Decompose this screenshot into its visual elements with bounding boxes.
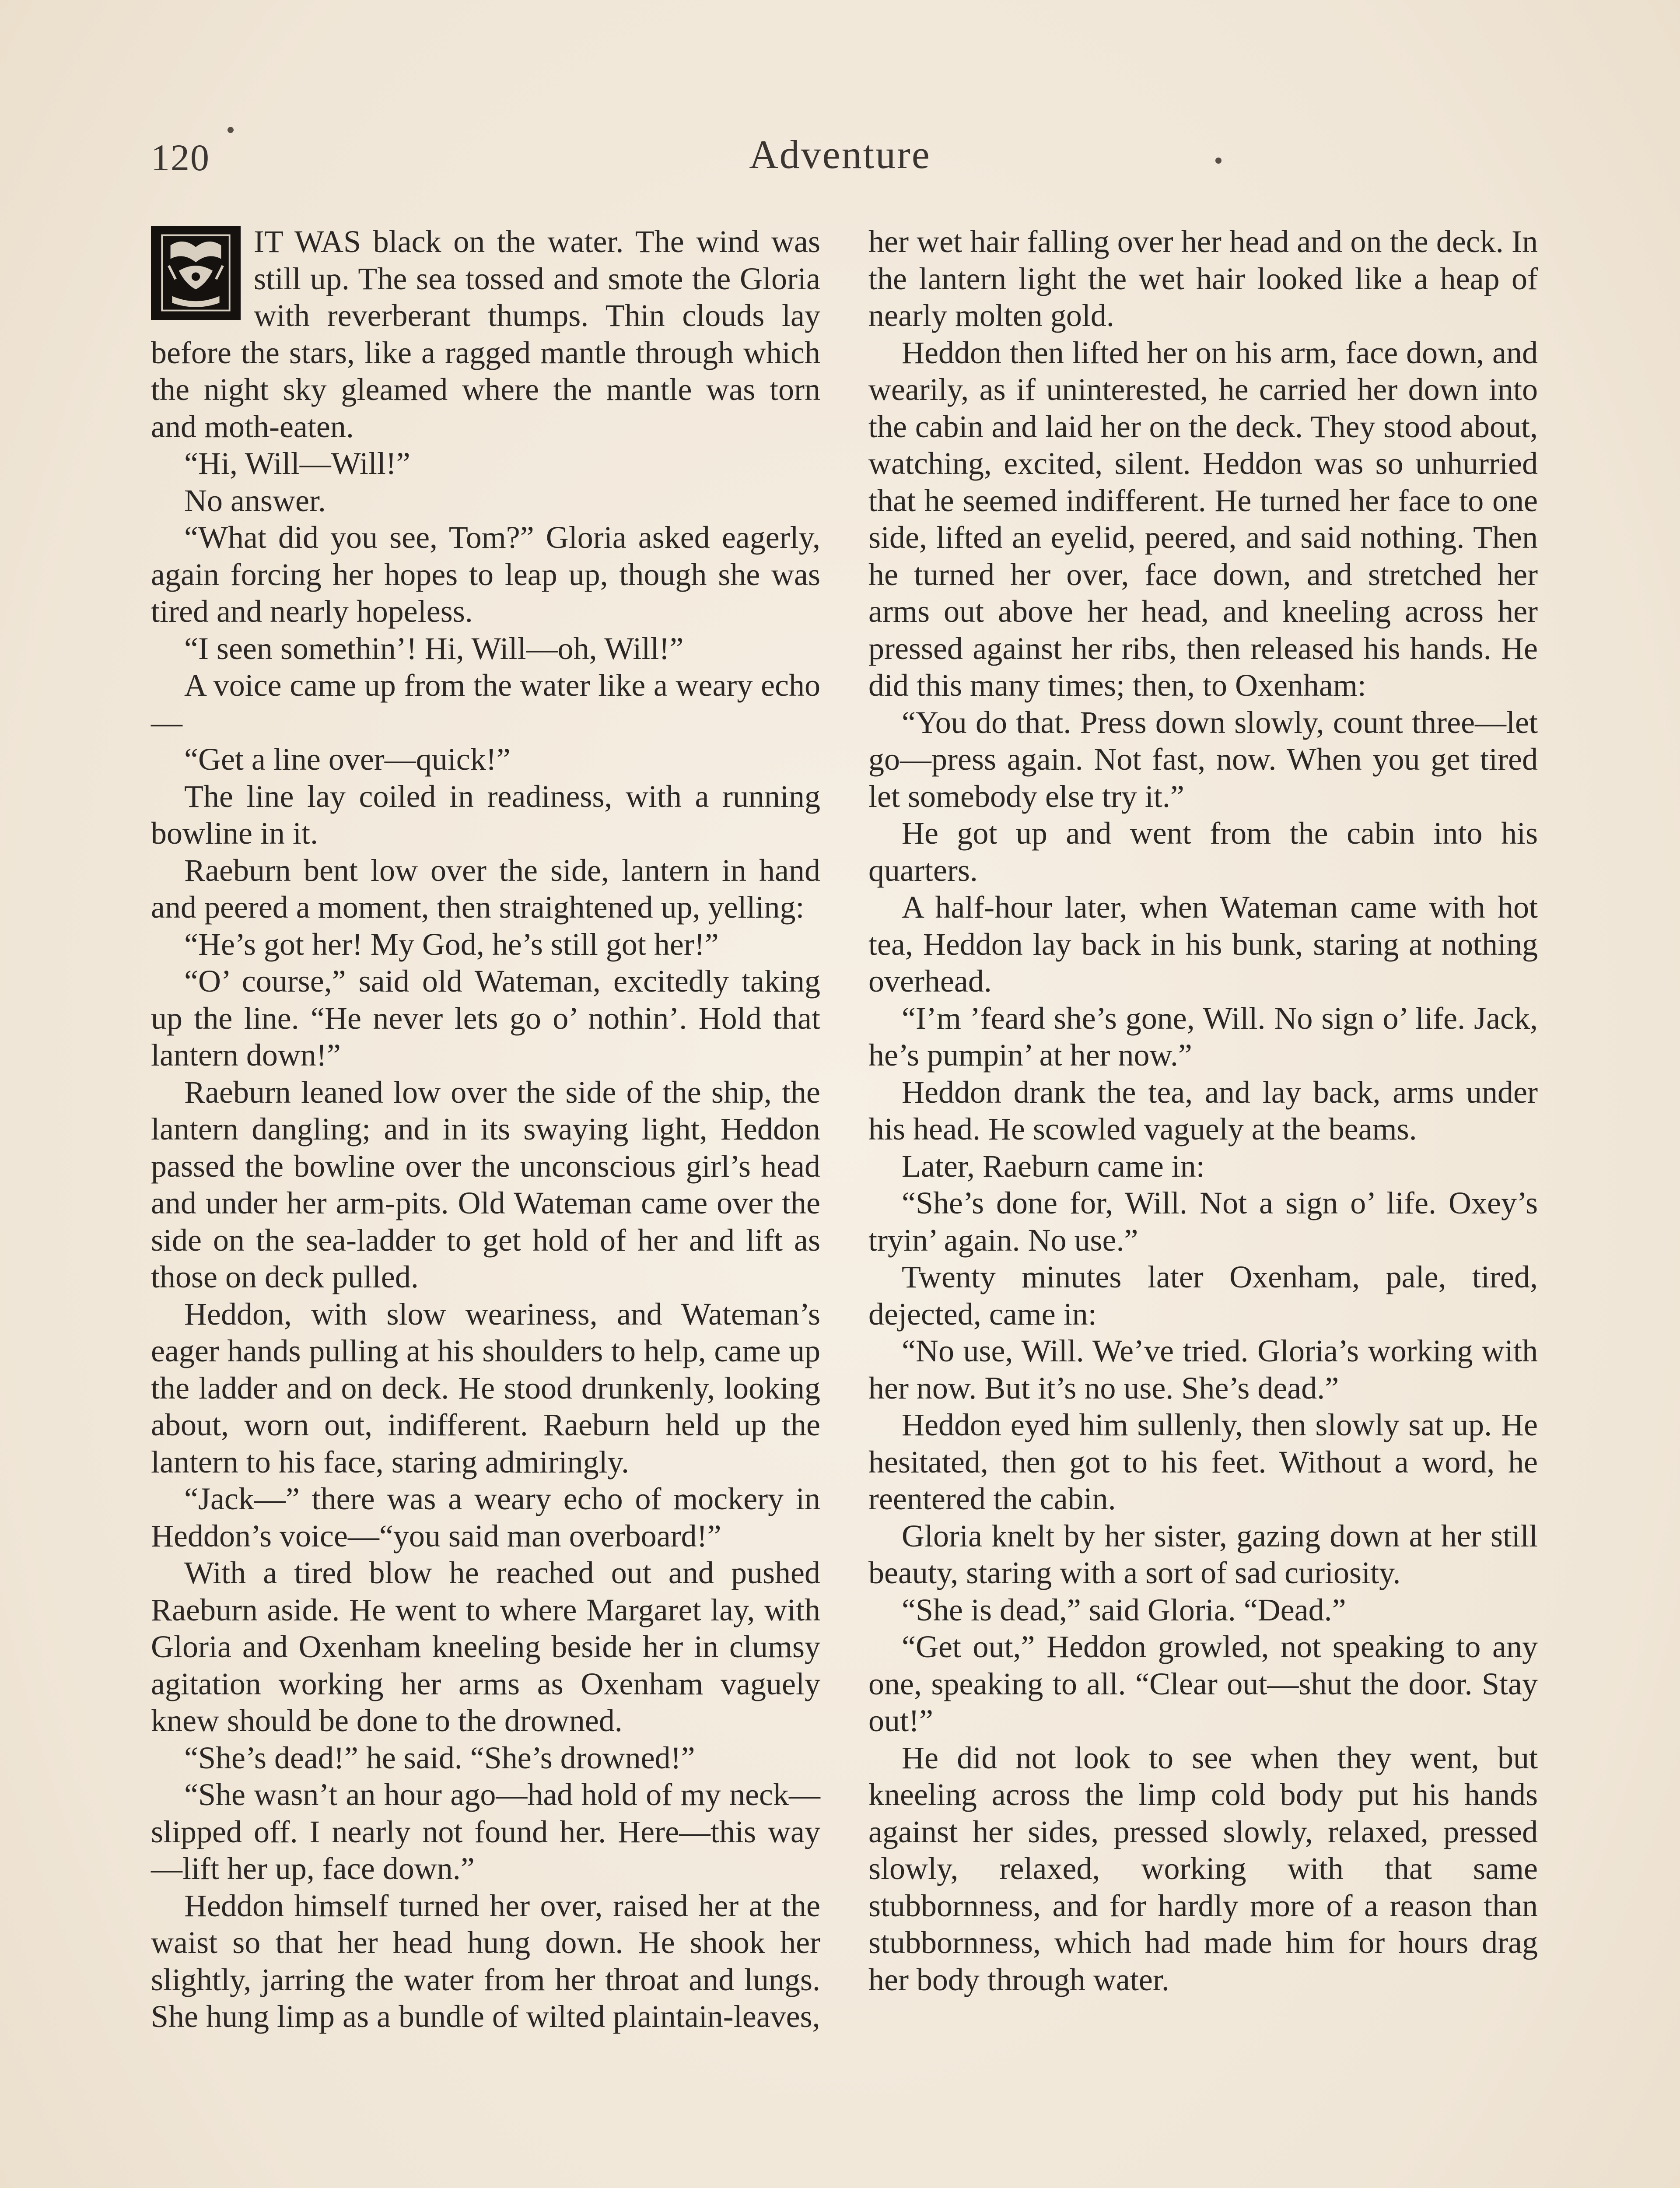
paragraph: “O’ course,” said old Wateman, excitedly taking up the line. “He never lets go o’ nothin’. Hold that lantern down!” — [151, 964, 820, 1073]
paragraph: “What did you see, Tom?” Gloria asked eagerly, again forcing her hopes to leap up, though she was tired and nearly hopeless. — [151, 520, 820, 629]
right-column — [868, 223, 1538, 2188]
paragraph: “I’m ’feard she’s gone, Will. No sign o’ life. Jack, he’s pumpin’ at her now.” — [868, 1000, 1538, 1073]
paragraph: Heddon then lifted her on his arm, face down, and wearily, as if uninterested, he carried her down into the cabin and laid her on the deck. They stood about, watching, excited, silent. Heddon was so unhurried that he seemed indifferent. He turned her face to one side, lifted an eyelid, peered, and said nothing. Then he turned her over, face down, and stretched her arms out above her head, and kneeling across her pressed against her ribs, then released his hands. He did this many times; then, to Oxenham: — [868, 335, 1538, 703]
paragraph: “She is dead,” said Gloria. “Dead.” — [902, 1592, 1346, 1627]
paragraph: A voice came up from the water like a weary echo— — [151, 668, 820, 740]
paragraph: IT WAS black on the water. The wind was still up. The sea tossed and smote the Gloria with reverberant thumps. Thin clouds lay before the stars, like a ragged mantle through which the night sky gleamed where the mantle was torn and moth-eaten. — [151, 224, 820, 444]
left-column — [151, 223, 820, 2188]
paragraph: “She’s done for, Will. Not a sign o’ life. Oxey’s tryin’ again. No use.” — [868, 1185, 1538, 1258]
paragraph: “She wasn’t an hour ago—had hold of my neck—slipped off. I nearly not found her. Here—this way—lift her up, face down.” — [151, 1777, 820, 1886]
paragraph: “Get a line over—quick!” — [184, 742, 511, 777]
paragraph: Heddon, with slow weariness, and Wateman’s eager hands pulling at his shoulders to help, came up the ladder and on deck. He stood drunkenly, looking about, worn out, indifferent. Raeburn held up the lantern to his face, staring admiringly. — [151, 1296, 820, 1480]
paragraph: With a tired blow he reached out and pushed Raeburn aside. He went to where Margaret lay, with Gloria and Oxenham kneeling beside her in clumsy agitation working her arms as Oxenham vaguely knew should be done to the drowned. — [151, 1555, 820, 1738]
paragraph: Raeburn bent low over the side, lantern in hand and peered a moment, then straightened up, yelling: — [151, 852, 820, 925]
paragraph: He got up and went from the cabin into his quarters. — [868, 816, 1538, 888]
paragraph: Heddon eyed him sullenly, then slowly sat up. He hesitated, then got to his feet. Without a word, he reentered the cabin. — [868, 1407, 1538, 1516]
paragraph: Later, Raeburn came in: — [902, 1148, 1205, 1184]
article-body — [151, 223, 1538, 2188]
paragraph: “I seen somethin’! Hi, Will—oh, Will!” — [184, 631, 684, 666]
paragraph: He did not look to see when they went, but kneeling across the limp cold body put his hands against her sides, pressed slowly, relaxed, pressed slowly, relaxed, working with that same stubbornness, and for hardly more of a reason than stubbornness, which had made him for hours drag her body through water. — [868, 1740, 1538, 1997]
running-title: Adventure — [749, 132, 931, 177]
paragraph: “Jack—” there was a weary echo of mockery in Heddon’s voice—“you said man overboard!” — [151, 1481, 820, 1553]
paragraph: “He’s got her! My God, he’s still got her!” — [184, 926, 719, 962]
paragraph: “She’s dead!” he said. “She’s drowned!” — [184, 1740, 695, 1775]
paragraph: No answer. — [184, 483, 326, 518]
paragraph: The line lay coiled in readiness, with a running bowline in it. — [151, 778, 820, 851]
paragraph: “No use, Will. We’ve tried. Gloria’s working with her now. But it’s no use. She’s dead.” — [868, 1333, 1538, 1406]
paragraph: Heddon drank the tea, and lay back, arms under his head. He scowled vaguely at the beams. — [868, 1074, 1538, 1147]
ink-speck — [1215, 158, 1222, 164]
paragraph: Gloria knelt by her sister, gazing down at her still beauty, staring with a sort of sad curiosity. — [868, 1518, 1538, 1590]
page-header — [151, 127, 1529, 197]
paragraph: Heddon himself turned her over, raised her at the waist so that her head hung down. He shook her slightly, jarring the water from her throat and lungs. She hung limp as a bundle of wilted plaintain-leaves, — [151, 1888, 820, 2034]
paragraph: “You do that. Press down slowly, count three—let go—press again. Not fast, now. When you get tired let somebody else try it.” — [868, 705, 1538, 814]
ornamental-drop-cap-icon — [151, 226, 241, 320]
ink-speck — [228, 127, 234, 133]
paragraph: “Hi, Will—Will!” — [184, 446, 410, 481]
paragraph: “Get out,” Heddon growled, not speaking to any one, speaking to all. “Clear out—shut the door. Stay out!” — [868, 1629, 1538, 1738]
paragraph: her wet hair falling over her head and on the deck. In the lantern light the wet hair looked like a heap of nearly molten gold. — [868, 224, 1538, 333]
paragraph: Raeburn leaned low over the side of the ship, the lantern dangling; and in its swaying light, Heddon passed the bowline over the unconscious girl’s head and under her arm-pits. Old Wateman came over the side on the sea-ladder to get hold of her and lift as those on deck pulled. — [151, 1074, 820, 1294]
paragraph: Twenty minutes later Oxenham, pale, tired, dejected, came in: — [868, 1259, 1538, 1332]
paragraph: A half-hour later, when Wateman came with hot tea, Heddon lay back in his bunk, staring at nothing overhead. — [868, 890, 1538, 999]
page-number: 120 — [151, 137, 210, 179]
